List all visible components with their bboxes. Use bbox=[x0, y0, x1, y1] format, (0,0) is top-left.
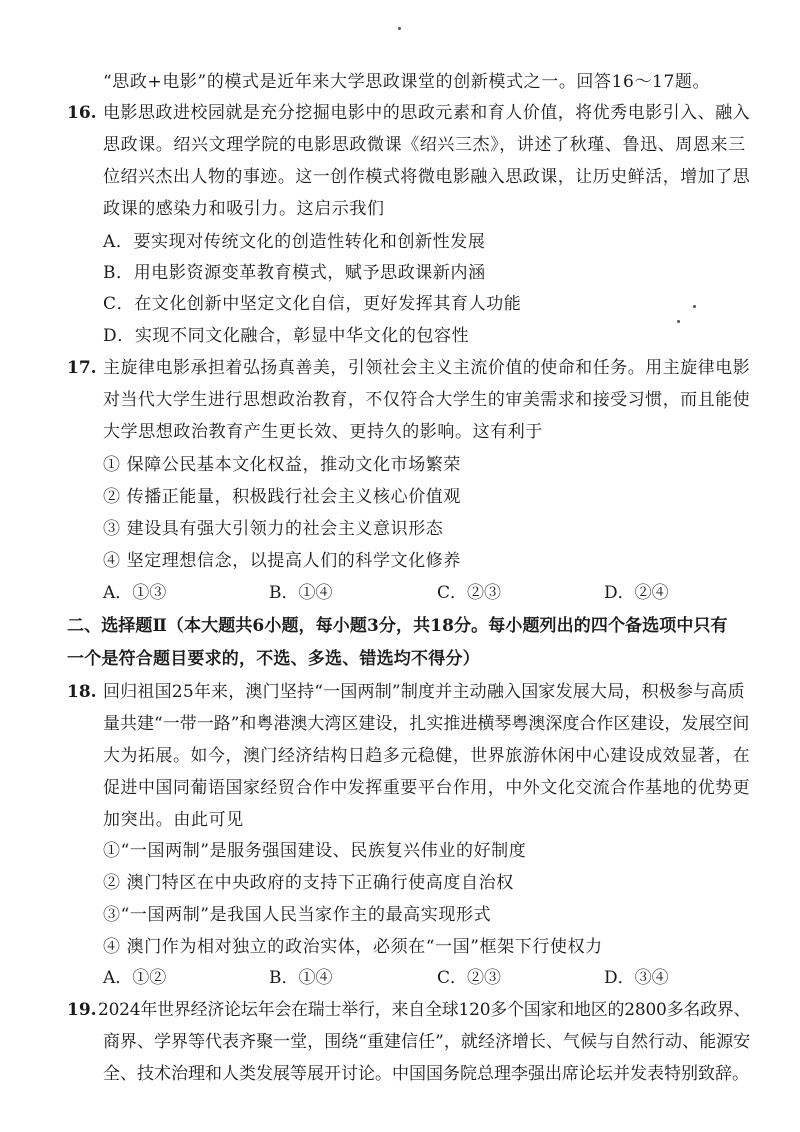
question-17-choice-b: B．①④ bbox=[269, 583, 333, 603]
passage-intro: “思政+电影”的模式是近年来大学思政课堂的创新模式之一。回答16～17题。 bbox=[103, 72, 711, 92]
scan-speck bbox=[677, 320, 680, 323]
question-18-item-2: ② 澳门特区在中央政府的支持下正确行使高度自治权 bbox=[103, 873, 514, 893]
question-16-stem-line: 政课的感染力和吸引力。这启示我们 bbox=[103, 199, 385, 219]
question-19-stem-line: 商界、学界等代表齐聚一堂，围绕“重建信任”，就经济增长、气候与自然行动、能源安 bbox=[103, 1032, 751, 1052]
question-17-number: 17. bbox=[67, 358, 97, 378]
question-17-item-4: ④ 坚定理想信念，以提高人们的科学文化修养 bbox=[103, 551, 462, 571]
question-17-choice-d: D．②④ bbox=[604, 583, 669, 603]
question-17-choices bbox=[103, 582, 763, 604]
question-16-stem-line: 位绍兴杰出人物的事迹。这一创作模式将微电影融入思政课，让历史鲜活，增加了思 bbox=[103, 167, 751, 187]
question-18-choice-c: C．②③ bbox=[437, 968, 502, 988]
question-19-number: 19. bbox=[67, 1000, 97, 1020]
question-17-choice-c: C．②③ bbox=[437, 583, 502, 603]
question-18-choice-b: B．①④ bbox=[269, 968, 333, 988]
question-18-choice-d: D．③④ bbox=[604, 968, 669, 988]
question-16-stem-line: 电影思政进校园就是充分挖掘电影中的思政元素和育人价值，将优秀电影引入、融入 bbox=[103, 103, 751, 123]
question-18-choice-a: A．①② bbox=[103, 968, 167, 988]
question-17-stem-line: 大学思想政治教育产生更长效、更持久的影响。这有利于 bbox=[103, 422, 543, 442]
question-18-stem-line: 加突出。由此可见 bbox=[103, 810, 244, 830]
scan-speck bbox=[693, 305, 696, 308]
question-18-choices bbox=[103, 967, 763, 989]
question-18-stem-line: 量共建“一带一路”和粤港澳大湾区建设，扎实推进横琴粤澳深度合作区建设，发展空间 bbox=[103, 714, 750, 734]
question-18-stem-line: 大为拓展。如今，澳门经济结构日趋多元稳健，世界旅游休闲中心建设成效显著，在 bbox=[103, 746, 751, 766]
question-16-stem-line: 思政课。绍兴文理学院的电影思政微课《绍兴三杰》，讲述了秋瑾、鲁迅、周恩来三 bbox=[103, 135, 746, 155]
question-17-choice-a: A．①③ bbox=[103, 583, 167, 603]
question-16-option-a: A．要实现对传统文化的创造性转化和创新性发展 bbox=[103, 232, 486, 252]
question-19-stem-line: 全、技术治理和人类发展等展开讨论。中国国务院总理李强出席论坛并发表特别致辞。 bbox=[103, 1064, 749, 1084]
question-16-option-c: C．在文化创新中坚定文化自信，更好发挥其育人功能 bbox=[103, 294, 522, 314]
question-17-item-1: ① 保障公民基本文化权益，推动文化市场繁荣 bbox=[103, 455, 462, 475]
question-16-number: 16. bbox=[67, 103, 97, 123]
question-18-stem-line: 回归祖国25年来，澳门坚持“一国两制”制度并主动融入国家发展大局，积极参与高质 bbox=[103, 682, 745, 702]
question-17-item-2: ② 传播正能量，积极践行社会主义核心价值观 bbox=[103, 487, 462, 507]
question-17-item-3: ③ 建设具有强大引领力的社会主义意识形态 bbox=[103, 519, 444, 539]
question-18-item-4: ④ 澳门作为相对独立的政治实体，必须在“一国”框架下行使权力 bbox=[103, 937, 603, 957]
question-18-stem-line: 促进中国同葡语国家经贸合作中发挥重要平台作用，中外文化交流合作基地的优势更 bbox=[103, 778, 751, 798]
section-2-header-cont: 一个是符合题目要求的，不选、多选、错选均不得分） bbox=[67, 649, 480, 669]
question-18-item-3: ③“一国两制”是我国人民当家作主的最高实现形式 bbox=[103, 905, 492, 925]
question-19-stem-line: 2024年世界经济论坛年会在瑞士举行，来自全球120多个国家和地区的2800多名政界、 bbox=[98, 1000, 751, 1020]
scan-speck bbox=[398, 27, 401, 30]
question-16-option-b: B．用电影资源变革教育模式，赋予思政课新内涵 bbox=[103, 263, 486, 283]
question-18-number: 18. bbox=[67, 682, 97, 702]
section-2-header: 二、选择题Ⅱ（本大题共6小题，每小题3分，共18分。每小题列出的四个备选项中只有 bbox=[67, 616, 728, 636]
question-17-stem-line: 对当代大学生进行思想政治教育，不仅符合大学生的审美需求和接受习惯，而且能使 bbox=[103, 390, 751, 410]
question-17-stem-line: 主旋律电影承担着弘扬真善美，引领社会主义主流价值的使命和任务。用主旋律电影 bbox=[103, 358, 751, 378]
question-18-item-1: ①“一国两制”是服务强国建设、民族复兴伟业的好制度 bbox=[103, 841, 527, 861]
question-16-option-d: D．实现不同文化融合，彰显中华文化的包容性 bbox=[103, 326, 470, 346]
